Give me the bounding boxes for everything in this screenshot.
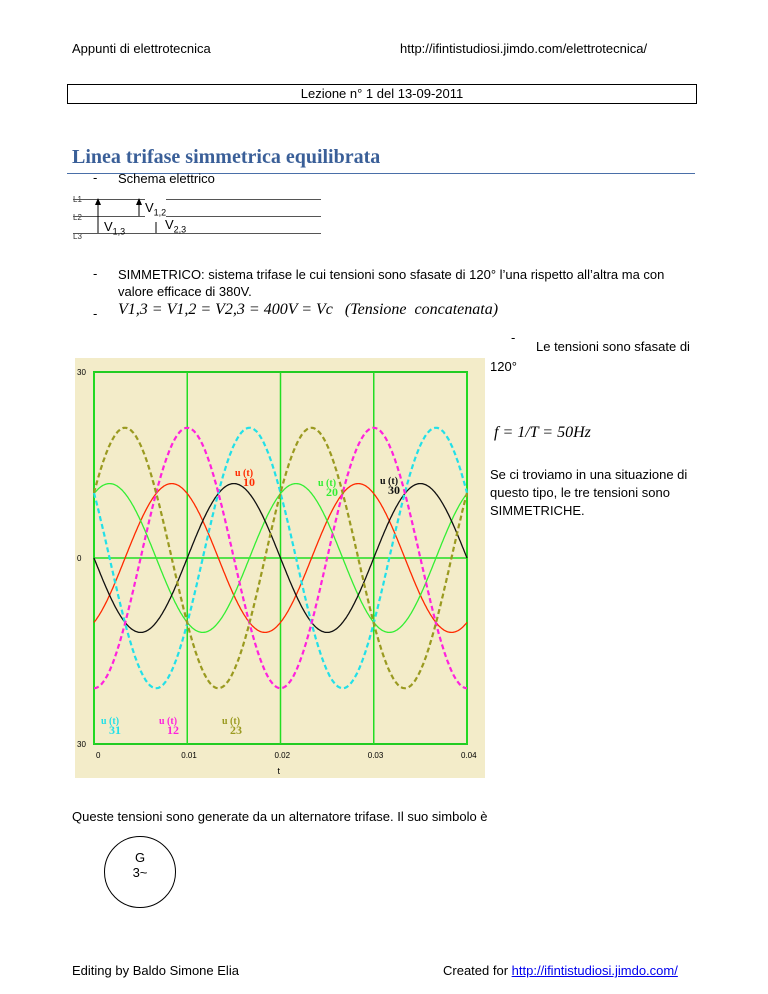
line-label-l3: L3 — [73, 232, 82, 241]
footer-left: Editing by Baldo Simone Elia — [72, 963, 239, 978]
phase-text-1: Le tensioni sono sfasate di — [536, 339, 690, 354]
header-left: Appunti di elettrotecnica — [72, 41, 211, 56]
series-label-20: u (t) — [318, 478, 337, 489]
series-label-sub-12: 12 — [167, 723, 179, 737]
y-tick-label: 30 — [77, 368, 86, 377]
label-v12: $V_{1,2}$ — [145, 199, 166, 222]
generator-letter: G — [134, 850, 146, 865]
x-tick-label: 0.04 — [461, 751, 477, 760]
side-paragraph-1: Se ci troviamo in una situazione di — [490, 467, 688, 482]
bullet-dash: - — [93, 170, 98, 185]
header-right: http://ifintistudiosi.jimdo.com/elettrotecnica/ — [400, 41, 648, 56]
frequency-formula: f = 1/T = 50Hz — [494, 424, 591, 441]
footer-link[interactable]: http://ifintistudiosi.jimdo.com/ — [511, 963, 678, 978]
chart-svg — [75, 358, 485, 778]
symmetric-text-1: SIMMETRICO: sistema trifase le cui tensioni sono sfasate di 120° l’una rispetto all’altra ma con — [118, 267, 665, 282]
series-label-30: u (t) — [380, 476, 399, 487]
series-label-10: u (t) — [235, 468, 254, 479]
schema-bullet: Schema elettrico — [118, 171, 215, 186]
x-tick-label: 0.03 — [367, 751, 384, 760]
waveform-chart — [75, 358, 485, 778]
bullet-dash: - — [93, 266, 98, 281]
series-label-sub-30: 30 — [388, 483, 400, 497]
voltage-formula: V1,3 = V1,2 = V2,3 = 400V = Vc (Tensione concatenata) — [118, 301, 499, 318]
bullet-dash: - — [511, 330, 516, 345]
bullet-dash: - — [93, 306, 98, 321]
generator-intro: Queste tensioni sono generate da un alternatore trifase. Il suo simbolo è — [72, 809, 488, 824]
phase-text-2: 120° — [490, 359, 517, 374]
symmetric-text-2: valore efficace di 380V. — [118, 284, 252, 299]
series-label-23: u (t) — [222, 716, 241, 727]
label-v23: $V_{2,3}$ — [165, 217, 187, 235]
x-axis-label: t — [277, 766, 281, 776]
line-label-l1: L1 — [73, 195, 82, 204]
x-tick-label: 0.01 — [181, 751, 197, 760]
line-label-l2: L2 — [73, 213, 82, 222]
lesson-label: Lezione n° 1 del 13-09-2011 — [300, 86, 464, 101]
series-label-sub-20: 20 — [326, 485, 338, 499]
side-paragraph-3: SIMMETRICHE. — [490, 503, 585, 518]
x-tick-label: 0.02 — [274, 751, 291, 760]
series-label-sub-23: 23 — [230, 723, 242, 737]
series-label-31: u (t) — [101, 716, 120, 727]
arrow-v13-head — [95, 198, 101, 205]
generator-symbol — [104, 836, 176, 908]
series-label-12: u (t) — [159, 716, 178, 727]
generator-phases: 3~ — [132, 865, 148, 880]
y-tick-label: 0 — [77, 554, 82, 563]
lesson-box — [67, 84, 697, 104]
series-label-sub-10: 10 — [243, 475, 255, 489]
x-tick-label: 0 — [96, 751, 101, 760]
side-paragraph-2: questo tipo, le tre tensioni sono — [490, 485, 670, 500]
page-title: Linea trifase simmetrica equilibrata — [72, 146, 381, 168]
y-tick-label: 30 — [77, 740, 86, 749]
label-v13: $V_{1,3}$ — [104, 219, 126, 237]
arrow-v12-head — [136, 198, 142, 205]
footer-right: Created for http://ifintistudiosi.jimdo.com/ — [443, 963, 678, 978]
series-label-sub-31: 31 — [109, 723, 121, 737]
